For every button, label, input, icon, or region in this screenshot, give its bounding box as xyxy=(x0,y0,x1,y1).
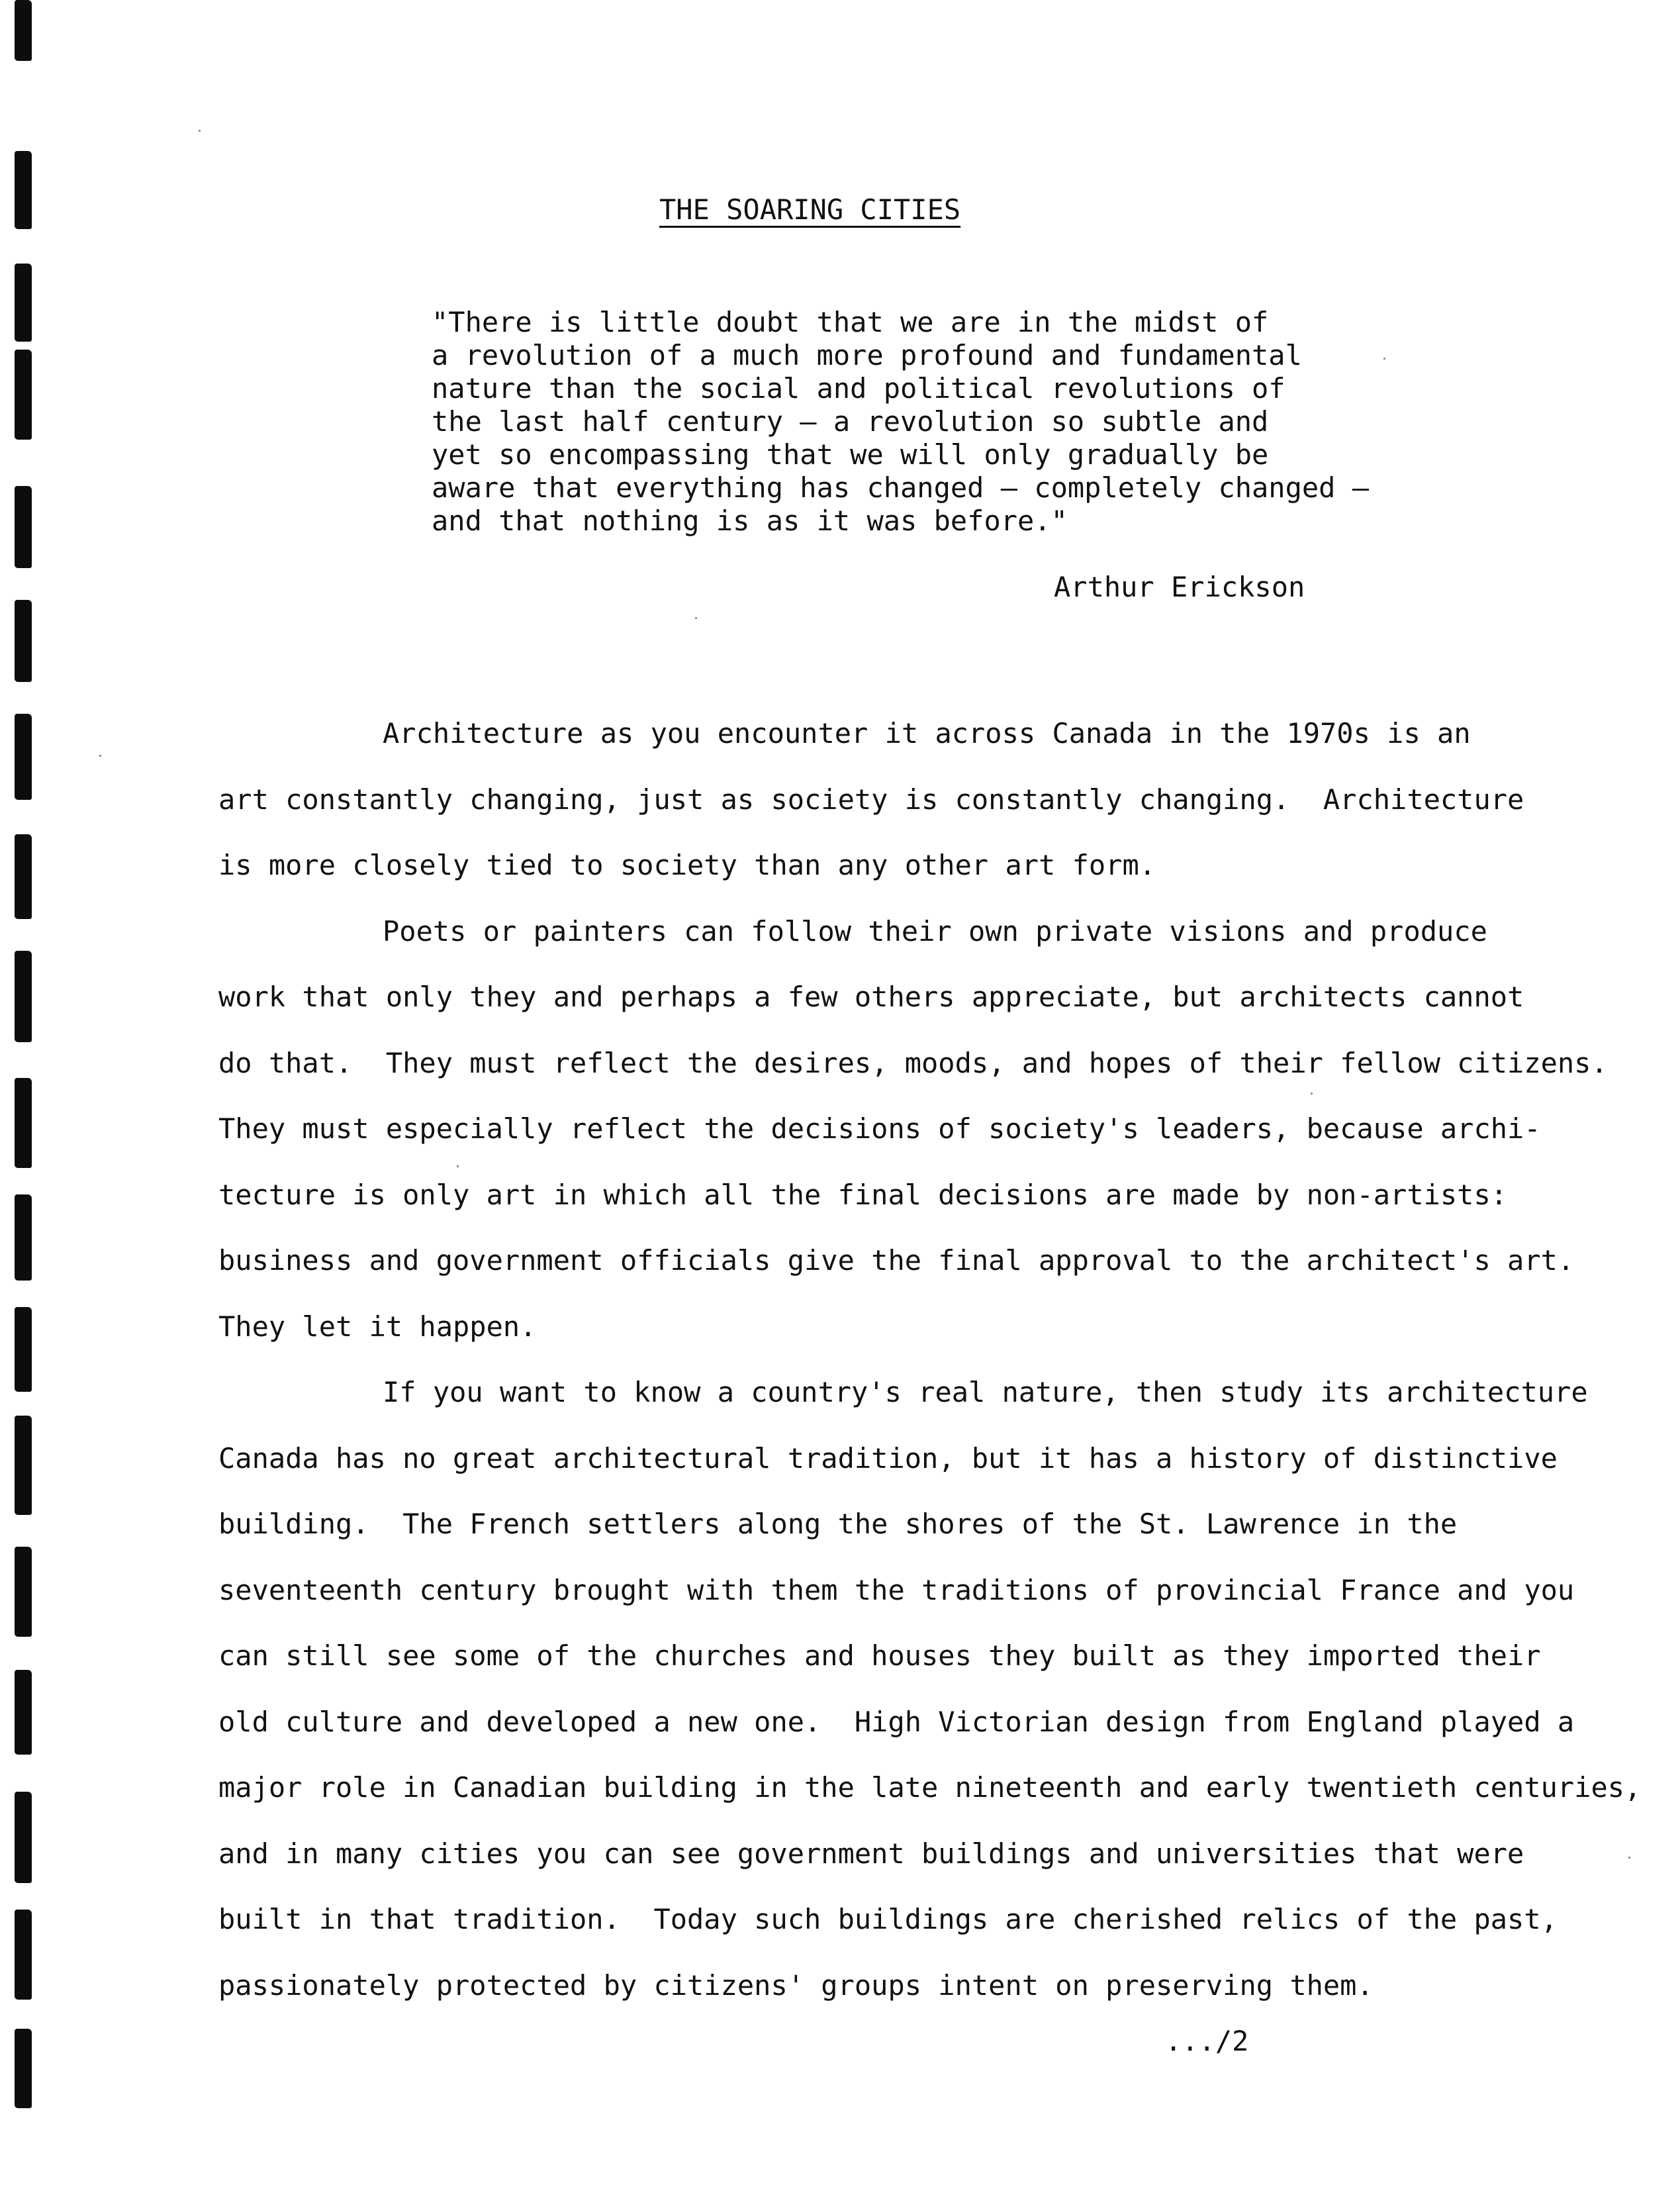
paragraph-first-line: Architecture as you encounter it across Canada in the 1970s is an xyxy=(383,717,1471,750)
punch-mark xyxy=(15,0,32,61)
paragraph-line: They must especially reflect the decisions of society's leaders, because archi- xyxy=(218,1112,1541,1145)
scan-speck xyxy=(457,1165,459,1167)
paragraph-line: major role in Canadian building in the late nineteenth and early twentieth centuries, xyxy=(218,1771,1642,1804)
punch-mark xyxy=(15,486,32,568)
scan-speck xyxy=(99,755,101,757)
punch-mark xyxy=(15,1547,32,1637)
paragraph-line: art constantly changing, just as society is constantly changing. Architecture xyxy=(218,783,1524,816)
scan-speck xyxy=(1628,1857,1630,1859)
paragraph-line: building. The French settlers along the shores of the St. Lawrence in the xyxy=(218,1508,1458,1540)
paragraph-line: passionately protected by citizens' groups intent on preserving them. xyxy=(218,1968,1374,2002)
epigraph-quote xyxy=(432,306,1424,538)
scan-speck xyxy=(1311,1092,1313,1094)
quote-line: yet so encompassing that we will only gradually be xyxy=(432,438,1269,471)
punch-mark xyxy=(15,1792,32,1883)
page-title: THE SOARING CITIES xyxy=(659,193,961,226)
punch-mark xyxy=(15,151,32,229)
punch-mark xyxy=(15,951,32,1042)
quote-line: the last half century — a revolution so subtle and xyxy=(432,405,1269,438)
punch-mark xyxy=(15,350,32,440)
punch-mark xyxy=(15,834,32,919)
paragraph-line: can still see some of the churches and houses they built as they imported their xyxy=(218,1639,1541,1672)
paragraph-line: do that. They must reflect the desires, moods, and hopes of their fellow citizens. xyxy=(218,1046,1608,1079)
scan-speck xyxy=(199,130,201,132)
quote-line: a revolution of a much more profound and fundamental xyxy=(432,339,1302,371)
body-text xyxy=(218,701,1642,2018)
scan-speck xyxy=(695,617,697,619)
quote-line: aware that everything has changed — completely changed — xyxy=(432,471,1370,504)
punch-mark xyxy=(15,1910,32,2000)
binding-punch-marks xyxy=(15,0,34,2185)
paragraph-line: business and government officials give the final approval to the architect's art. xyxy=(218,1244,1575,1277)
quote-line: "There is little doubt that we are in the midst of xyxy=(432,306,1269,338)
punch-mark xyxy=(15,1416,32,1515)
paragraph-first-line: Poets or painters can follow their own private visions and produce xyxy=(383,914,1487,947)
paragraph-line: They let it happen. xyxy=(218,1310,537,1343)
epigraph-attribution: Arthur Erickson xyxy=(1054,571,1305,603)
punch-mark xyxy=(15,2029,32,2108)
punch-mark xyxy=(15,1670,32,1755)
paragraph-line: tecture is only art in which all the final decisions are made by non-artists: xyxy=(218,1178,1508,1211)
paragraph-line: built in that tradition. Today such buildings are cherished relics of the past, xyxy=(218,1903,1558,1935)
punch-mark xyxy=(15,1078,32,1168)
paragraph-line: seventeenth century brought with them the traditions of provincial France and you xyxy=(218,1573,1575,1606)
paragraph-first-line: If you want to know a country's real nature, then study its architecture xyxy=(383,1376,1588,1408)
paragraph-line: old culture and developed a new one. High Victorian design from England played a xyxy=(218,1705,1575,1738)
paragraph-line: Canada has no great architectural tradition, but it has a history of distinctive xyxy=(218,1441,1558,1475)
punch-mark xyxy=(15,1194,32,1281)
punch-mark xyxy=(15,1307,32,1392)
paragraph-line: work that only they and perhaps a few others appreciate, but architects cannot xyxy=(218,981,1524,1013)
paragraph-line: is more closely tied to society than any other art form. xyxy=(218,849,1156,881)
punch-mark xyxy=(15,264,32,342)
punch-mark xyxy=(15,600,32,682)
punch-mark xyxy=(15,714,32,800)
quote-line: nature than the social and political revolutions of xyxy=(432,372,1285,405)
continuation-marker: .../2 xyxy=(1165,2025,1249,2057)
quote-line: and that nothing is as it was before." xyxy=(432,505,1068,537)
paragraph-line: and in many cities you can see government buildings and universities that were xyxy=(218,1837,1524,1870)
scan-speck xyxy=(1383,358,1385,360)
